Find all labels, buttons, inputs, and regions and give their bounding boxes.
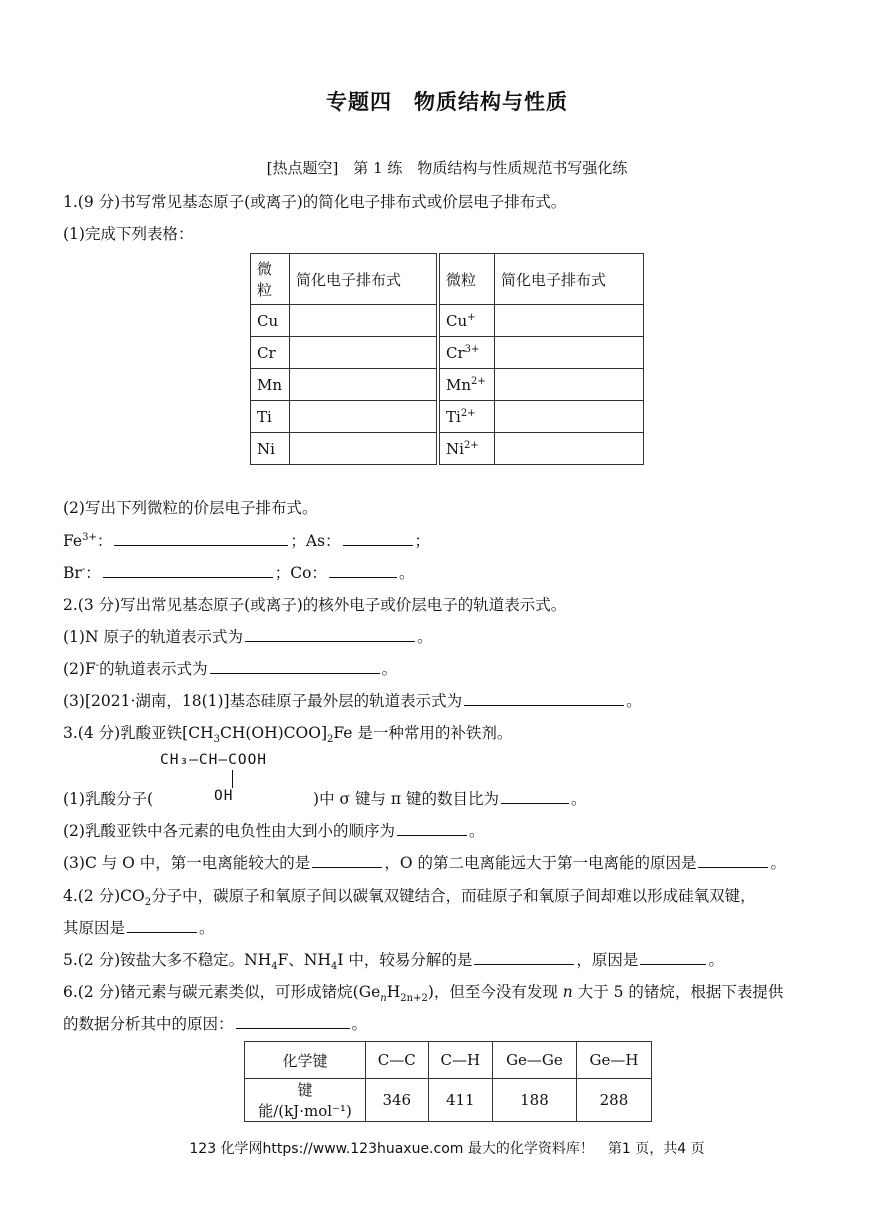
q3-part1: (1)乳酸分子( )中 σ 键与 π 键的数目比为 。 <box>63 790 587 808</box>
particle-cell: $Ni^{2+}$ <box>438 433 495 465</box>
q3-part2: (2)乳酸亚铁中各元素的电负性由大到小的顺序为 。 <box>63 822 485 840</box>
table-header: 简化电子排布式 <box>495 254 644 305</box>
answer-blank[interactable] <box>127 918 197 933</box>
formula-bond-line <box>232 770 233 788</box>
bond-energy-table <box>244 1041 652 1122</box>
answer-blank[interactable] <box>210 659 380 674</box>
q2-part3: (3)[2021·湖南，18(1)]基态硅原子最外层的轨道表示式为 。 <box>63 692 642 710</box>
q5-line: 5.(2 分)铵盐大多不稳定。$NH_4F$、$NH_4I$ 中，较易分解的是 ，原因是 。 <box>63 951 724 973</box>
answer-blank[interactable] <box>329 563 397 578</box>
q1-part2: (2)写出下列微粒的价层电子排布式。 <box>63 499 318 517</box>
particle-cell: $Ti^{2+}$ <box>438 401 495 433</box>
q2-stem: 2.(3 分)写出常见基态原子(或离子)的核外电子或价层电子的轨道表示式。 <box>63 596 567 614</box>
table-header: Ge—Ge <box>492 1042 576 1079</box>
particle-cell: $Cr^{3+}$ <box>438 337 495 369</box>
answer-blank[interactable] <box>343 531 413 546</box>
formula-oh-group: OH <box>214 788 234 804</box>
answer-cell[interactable] <box>290 305 439 337</box>
answer-cell[interactable] <box>495 369 644 401</box>
section-subtitle: [热点题空] 第 1 练 物质结构与性质规范书写强化练 <box>266 159 628 177</box>
answer-blank[interactable] <box>640 950 706 965</box>
q1-part1: (1)完成下列表格： <box>63 225 194 243</box>
table-cell: 188 <box>492 1079 576 1122</box>
answer-blank[interactable] <box>103 563 273 578</box>
particle-cell: Cr <box>251 337 290 369</box>
answer-blank[interactable] <box>501 789 569 804</box>
table-header: 微粒 <box>251 254 290 305</box>
q2-part2: (2)F-的轨道表示式为 。 <box>63 659 398 678</box>
q3-stem: 3.(4 分)乳酸亚铁$[CH_3CH(OH)COO]_2Fe$ 是一种常用的补铁剂。 <box>63 724 513 746</box>
page-footer: 123 化学网https://www.123huaxue.com 最大的化学资料库！ 第1 页，共4 页 <box>189 1141 705 1157</box>
answer-cell[interactable] <box>290 337 439 369</box>
q2-part1: (1)N 原子的轨道表示式为 。 <box>63 628 433 646</box>
answer-blank[interactable] <box>698 853 768 868</box>
answer-cell[interactable] <box>495 401 644 433</box>
answer-blank[interactable] <box>312 853 382 868</box>
config-table <box>250 253 644 465</box>
table-header: 化学键 <box>245 1042 366 1079</box>
q3-part3: (3)C 与 O 中，第一电离能较大的是 ，O 的第二电离能远大于第一电离能的原因是 。 <box>63 854 786 872</box>
answer-blank[interactable] <box>245 627 415 642</box>
particle-cell: Ni <box>251 433 290 465</box>
q1-fe-as-line: $Fe^{3+}$： ；As： ； <box>63 531 431 550</box>
particle-cell: $Mn^{2+}$ <box>438 369 495 401</box>
table-header: Ge—H <box>576 1042 651 1079</box>
row-label: 键能/(kJ·mol⁻¹) <box>245 1079 366 1122</box>
particle-cell: Ti <box>251 401 290 433</box>
answer-cell[interactable] <box>290 433 439 465</box>
particle-cell: Cu <box>251 305 290 337</box>
table-header: 微粒 <box>438 254 495 305</box>
answer-cell[interactable] <box>495 433 644 465</box>
q1-stem: 1.(9 分)书写常见基态原子(或离子)的简化电子排布式或价层电子排布式。 <box>63 193 567 211</box>
answer-cell[interactable] <box>290 401 439 433</box>
answer-blank[interactable] <box>114 531 288 546</box>
lactic-acid-formula: CH₃—CH—COOH <box>160 752 268 768</box>
answer-cell[interactable] <box>495 337 644 369</box>
q6-line1: 6.(2 分)锗元素与碳元素类似，可形成锗烷$(Ge_nH_{2n+2})$，但至今没有发现 n 大于 5 的锗烷，根据下表提供 <box>63 983 784 1005</box>
particle-cell: Mn <box>251 369 290 401</box>
q4-line1: 4.(2 分)$CO_2$分子中，碳原子和氧原子间以碳氧双键结合，而硅原子和氧原子间却难以形成硅氧双键， <box>63 887 756 909</box>
answer-cell[interactable] <box>290 369 439 401</box>
table-cell: 346 <box>366 1079 429 1122</box>
particle-cell: Cu+ <box>438 305 495 337</box>
answer-blank[interactable] <box>236 1014 350 1029</box>
table-header: 简化电子排布式 <box>290 254 439 305</box>
table-cell: 288 <box>576 1079 651 1122</box>
q4-line2: 其原因是 。 <box>63 919 215 937</box>
table-header: C—H <box>428 1042 492 1079</box>
q6-line2: 的数据分析其中的原因： 。 <box>63 1015 368 1033</box>
table-cell: 411 <box>428 1079 492 1122</box>
answer-blank[interactable] <box>397 821 467 836</box>
answer-blank[interactable] <box>464 691 624 706</box>
table-header: C—C <box>366 1042 429 1079</box>
page-title: 专题四 物质结构与性质 <box>326 89 568 114</box>
q1-br-co-line: Br-： ；Co： 。 <box>63 563 415 582</box>
answer-blank[interactable] <box>474 950 574 965</box>
answer-cell[interactable] <box>495 305 644 337</box>
